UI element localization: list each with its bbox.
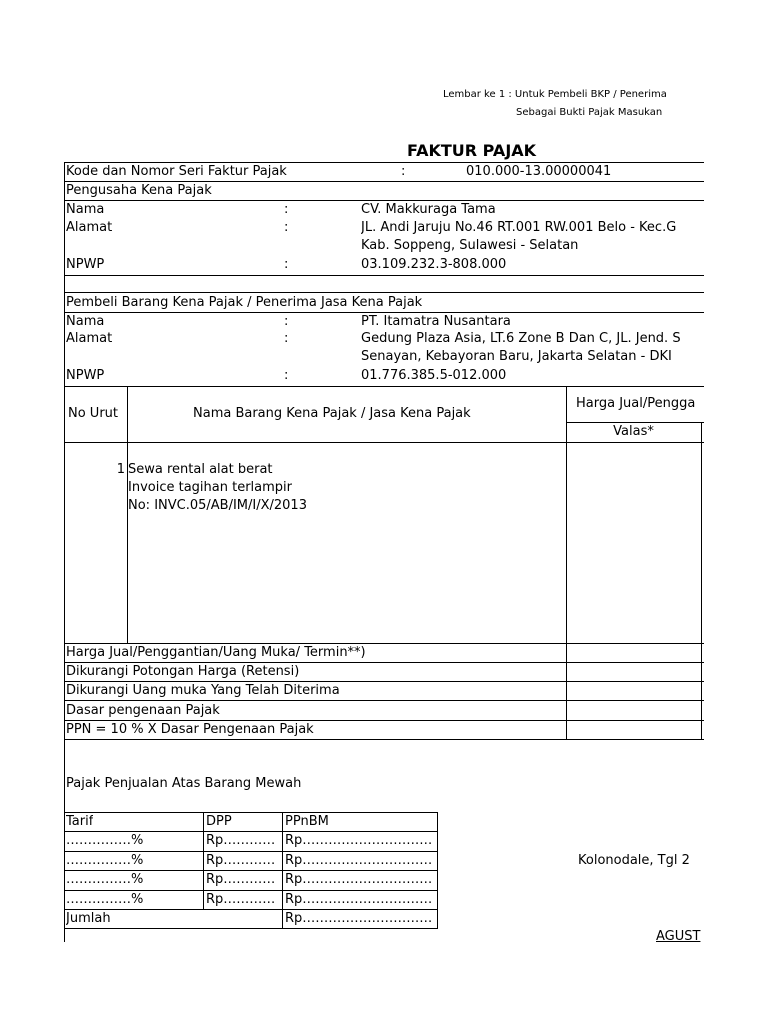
summary-uang-muka: Dikurangi Uang muka Yang Telah Diterima (66, 683, 340, 698)
item-row-no: 1 (116, 462, 125, 477)
page-title: FAKTUR PAJAK (407, 141, 537, 160)
ppnbm-col-dpp: DPP (206, 814, 232, 829)
summary-ppn: PPN = 10 % X Dasar Pengenaan Pajak (66, 722, 314, 737)
col-header-harga-jual: Harga Jual/Pengga (576, 396, 696, 411)
col-header-nama-barang: Nama Barang Kena Pajak / Jasa Kena Pajak (193, 406, 471, 421)
summary-dasar-pengenaan: Dasar pengenaan Pajak (66, 703, 220, 718)
signature-place-date: Kolonodale, Tgl 2 (578, 853, 690, 868)
ppnbm-row-3-dpp: Rp………… (206, 872, 276, 887)
ppnbm-row-1-ppnbm: Rp………………………… (285, 833, 433, 848)
ppnbm-row-2-tarif: ……………% (66, 853, 144, 868)
buyer-nama-colon: : (284, 314, 289, 329)
seller-nama-label: Nama (66, 202, 105, 217)
buyer-alamat-label: Alamat (66, 331, 113, 346)
kode-label: Kode dan Nomor Seri Faktur Pajak (66, 164, 287, 179)
ppnbm-row-2-ppnbm: Rp………………………… (285, 853, 433, 868)
seller-npwp-label: NPWP (66, 257, 105, 272)
ppnbm-row-3-tarif: ……………% (66, 872, 144, 887)
kode-colon: : (401, 164, 406, 179)
kode-value: 010.000-13.00000041 (466, 164, 612, 179)
ppnbm-row-1-tarif: ……………% (66, 833, 144, 848)
seller-alamat-label: Alamat (66, 220, 113, 235)
lembar-line-1: Lembar ke 1 : Untuk Pembeli BKP / Penerima (443, 89, 667, 100)
summary-harga-jual: Harga Jual/Penggantian/Uang Muka/ Termin**) (66, 645, 366, 660)
ppnbm-jumlah-value: Rp………………………… (285, 911, 433, 926)
ppnbm-row-4-ppnbm: Rp………………………… (285, 892, 433, 907)
buyer-alamat-colon: : (284, 331, 289, 346)
seller-alamat-colon: : (284, 220, 289, 235)
seller-section-title: Pengusaha Kena Pajak (66, 183, 212, 198)
col-header-no-urut: No Urut (68, 406, 119, 421)
item-row-line-3: No: INVC.05/AB/IM/I/X/2013 (128, 498, 307, 513)
seller-alamat-line-1: JL. Andi Jaruju No.46 RT.001 RW.001 Belo - Kec.G (361, 220, 677, 235)
summary-potongan: Dikurangi Potongan Harga (Retensi) (66, 664, 300, 679)
signature-name: AGUST (656, 929, 701, 944)
buyer-npwp-label: NPWP (66, 368, 105, 383)
buyer-section-title: Pembeli Barang Kena Pajak / Penerima Jasa Kena Pajak (66, 295, 423, 310)
ppnbm-col-ppnbm: PPnBM (285, 814, 329, 829)
seller-nama-colon: : (284, 202, 289, 217)
buyer-npwp-value: 01.776.385.5-012.000 (361, 368, 507, 383)
ppnbm-row-3-ppnbm: Rp………………………… (285, 872, 433, 887)
ppnbm-row-1-dpp: Rp………… (206, 833, 276, 848)
item-row-line-2: Invoice tagihan terlampir (128, 480, 293, 495)
buyer-nama-label: Nama (66, 314, 105, 329)
ppnbm-jumlah-label: Jumlah (66, 911, 111, 926)
lembar-line-2: Sebagai Bukti Pajak Masukan (516, 107, 663, 118)
col-header-valas: Valas* (613, 424, 654, 439)
buyer-alamat-line-2: Senayan, Kebayoran Baru, Jakarta Selatan - DKI (361, 349, 672, 364)
buyer-npwp-colon: : (284, 368, 289, 383)
seller-npwp-colon: : (284, 257, 289, 272)
ppnbm-row-4-tarif: ……………% (66, 892, 144, 907)
ppnbm-title: Pajak Penjualan Atas Barang Mewah (66, 776, 302, 791)
buyer-nama-value: PT. Itamatra Nusantara (361, 314, 511, 329)
item-row-line-1: Sewa rental alat berat (128, 462, 273, 477)
ppnbm-row-4-dpp: Rp………… (206, 892, 276, 907)
seller-alamat-line-2: Kab. Soppeng, Sulawesi - Selatan (361, 238, 579, 253)
seller-nama-value: CV. Makkuraga Tama (361, 202, 496, 217)
ppnbm-row-2-dpp: Rp………… (206, 853, 276, 868)
seller-npwp-value: 03.109.232.3-808.000 (361, 257, 507, 272)
buyer-alamat-line-1: Gedung Plaza Asia, LT.6 Zone B Dan C, JL. Jend. S (361, 331, 681, 346)
ppnbm-col-tarif: Tarif (66, 814, 94, 829)
